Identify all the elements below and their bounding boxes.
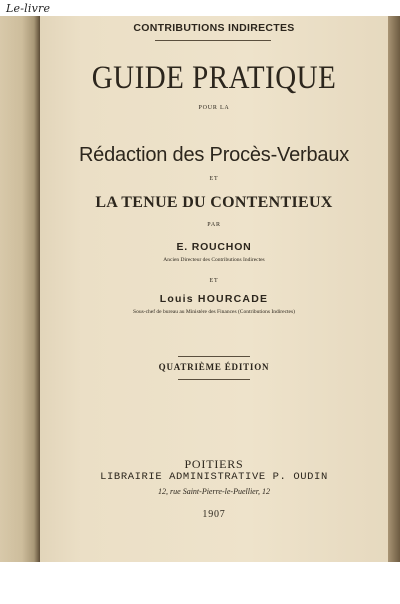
edition-rule-top	[178, 356, 250, 357]
author-2: Louis HOURCADE	[159, 293, 269, 305]
publisher-address: 12, rue Saint-Pierre-le-Puellier, 12	[158, 487, 270, 496]
author-2-description: Sous-chef de bureau au Ministère des Finances (Contributions Indirectes)	[133, 309, 295, 315]
subtitle-line-2: LA TENUE DU CONTENTIEUX	[95, 194, 333, 211]
par-text: PAR	[207, 222, 221, 228]
author-1: E. ROUCHON	[176, 241, 252, 253]
publication-year: 1907	[202, 509, 226, 520]
et-connector-2: ET	[209, 278, 219, 284]
book-title: GUIDE PRATIQUE	[91, 60, 337, 96]
page-edge	[388, 16, 400, 562]
edition-label: QUATRIÈME ÉDITION	[158, 362, 270, 372]
pour-la-text: POUR LA	[198, 105, 230, 111]
watermark-logo: Le-livre	[6, 2, 51, 15]
edition-rule-bottom	[178, 379, 250, 380]
publisher-city: POITIERS	[184, 457, 244, 471]
author-1-description: Ancien Directeur des Contributions Indirectes	[163, 257, 265, 263]
book-spine	[0, 16, 40, 562]
series-heading: CONTRIBUTIONS INDIRECTES	[133, 22, 295, 34]
divider-rule	[155, 40, 271, 41]
title-page	[40, 16, 388, 562]
subtitle-line-1: Rédaction des Procès-Verbaux	[78, 144, 350, 166]
publisher-name: LIBRAIRIE ADMINISTRATIVE P. OUDIN	[100, 471, 328, 483]
et-connector: ET	[209, 176, 219, 182]
